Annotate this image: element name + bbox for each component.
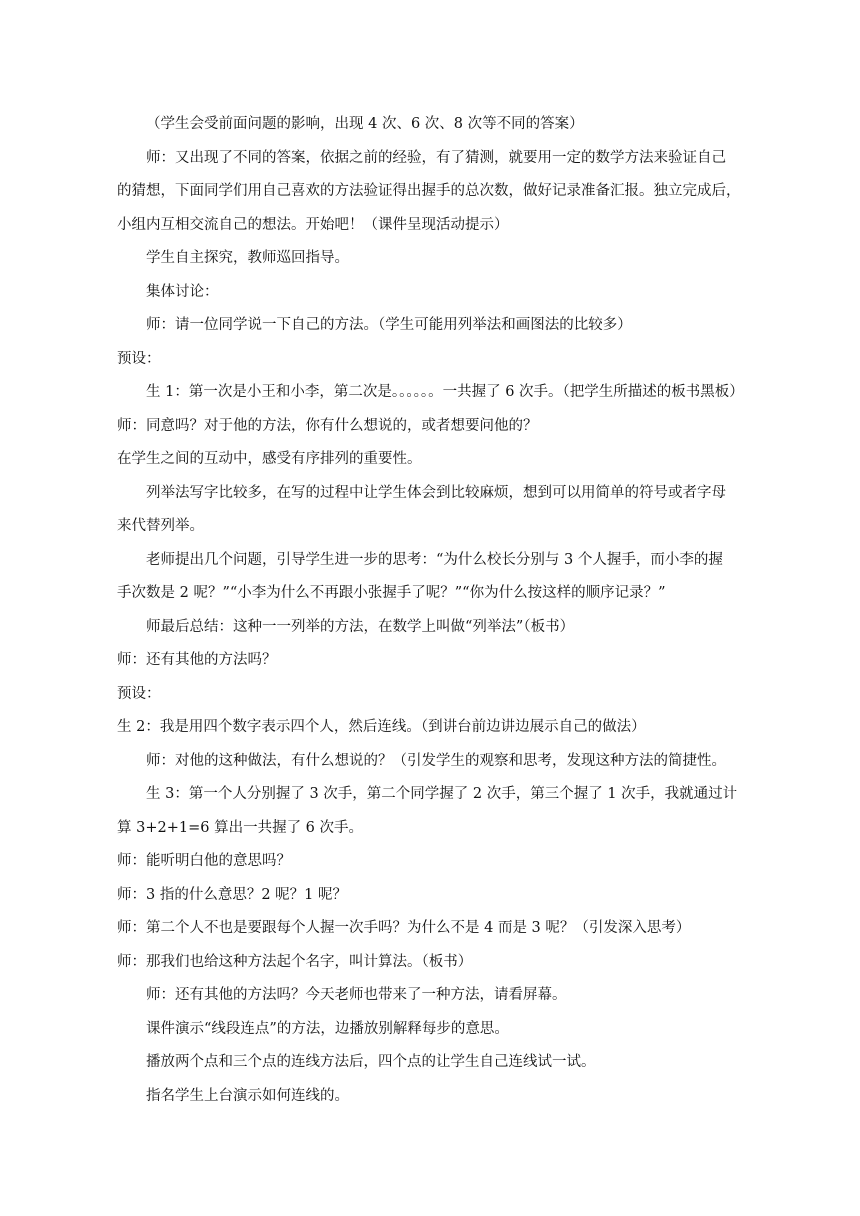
paragraph: 预设： xyxy=(117,685,161,702)
paragraph: 集体讨论： xyxy=(146,283,219,300)
paragraph: 师：还有其他的方法吗？今天老师也带来了一种方法，请看屏幕。 xyxy=(146,987,567,1003)
paragraph: 师：又出现了不同的答案，依据之前的经验，有了猜测，就要用一定的数学方法来验证自己 xyxy=(146,149,726,166)
document-body xyxy=(117,108,757,1113)
paragraph: 的猜想，下面同学们用自己喜欢的方法验证得出握手的总次数，做好记录准备汇报。独立完成后， xyxy=(117,183,741,199)
paragraph: （学生会受前面问题的影响，出现 4 次、6 次、8 次等不同的答案） xyxy=(146,116,584,132)
paragraph: 师：那我们也给这种方法起个名字，叫计算法。（板书） xyxy=(117,953,473,970)
paragraph: 老师提出几个问题，引导学生进一步的思考：“为什么校长分别与 3 个人握手，而小李的握 xyxy=(146,551,723,568)
paragraph: 师：同意吗？对于他的方法，你有什么想说的，或者想要问他的？ xyxy=(117,417,538,434)
paragraph: 小组内互相交流自己的想法。开始吧！（课件呈现活动提示） xyxy=(117,216,509,233)
paragraph: 手次数是 2 呢？”“小李为什么不再跟小张握手了呢？”“你为什么按这样的顺序记录？” xyxy=(117,585,666,601)
paragraph: 师：第二个人不也是要跟每个人握一次手吗？为什么不是 4 而是 3 呢？（引发深入思考） xyxy=(117,920,691,936)
paragraph: 师：能听明白他的意思吗？ xyxy=(117,853,291,869)
paragraph: 学生自主探究，教师巡回指导。 xyxy=(146,250,349,266)
paragraph: 生 2：我是用四个数字表示四个人，然后连线。（到讲台前边讲边展示自己的做法） xyxy=(117,719,646,735)
paragraph: 来代替列举。 xyxy=(117,518,204,534)
paragraph: 算 3+2+1=6 算出一共握了 6 次手。 xyxy=(117,819,364,836)
paragraph: 在学生之间的互动中，感受有序排列的重要性。 xyxy=(117,451,422,467)
paragraph: 生 1：第一次是小王和小李，第二次是。。。。。。一共握了 6 次手。（把学生所描述的板书黑板） xyxy=(146,384,744,400)
paragraph: 师最后总结：这种一一列举的方法，在数学上叫做“列举法”（板书） xyxy=(146,618,575,635)
paragraph: 预设： xyxy=(117,350,161,367)
paragraph: 生 3：第一个人分别握了 3 次手，第二个同学握了 2 次手，第三个握了 1 次手，我就通过计 xyxy=(146,786,738,802)
paragraph: 指名学生上台演示如何连线的。 xyxy=(146,1087,349,1104)
paragraph: 师：还有其他的方法吗？ xyxy=(117,652,277,668)
paragraph: 列举法写字比较多，在写的过程中让学生体会到比较麻烦，想到可以用简单的符号或者字母 xyxy=(146,484,726,501)
paragraph: 师：请一位同学说一下自己的方法。（学生可能用列举法和画图法的比较多） xyxy=(146,317,632,333)
paragraph: 师：对他的这种做法，有什么想说的？（引发学生的观察和思考，发现这种方法的简捷性。 xyxy=(146,752,726,769)
paragraph: 师：3 指的什么意思？2 呢？1 呢？ xyxy=(117,886,348,903)
paragraph: 课件演示“线段连点”的方法，边播放别解释每步的意思。 xyxy=(146,1020,509,1037)
paragraph: 播放两个点和三个点的连线方法后，四个点的让学生自己连线试一试。 xyxy=(146,1054,596,1070)
